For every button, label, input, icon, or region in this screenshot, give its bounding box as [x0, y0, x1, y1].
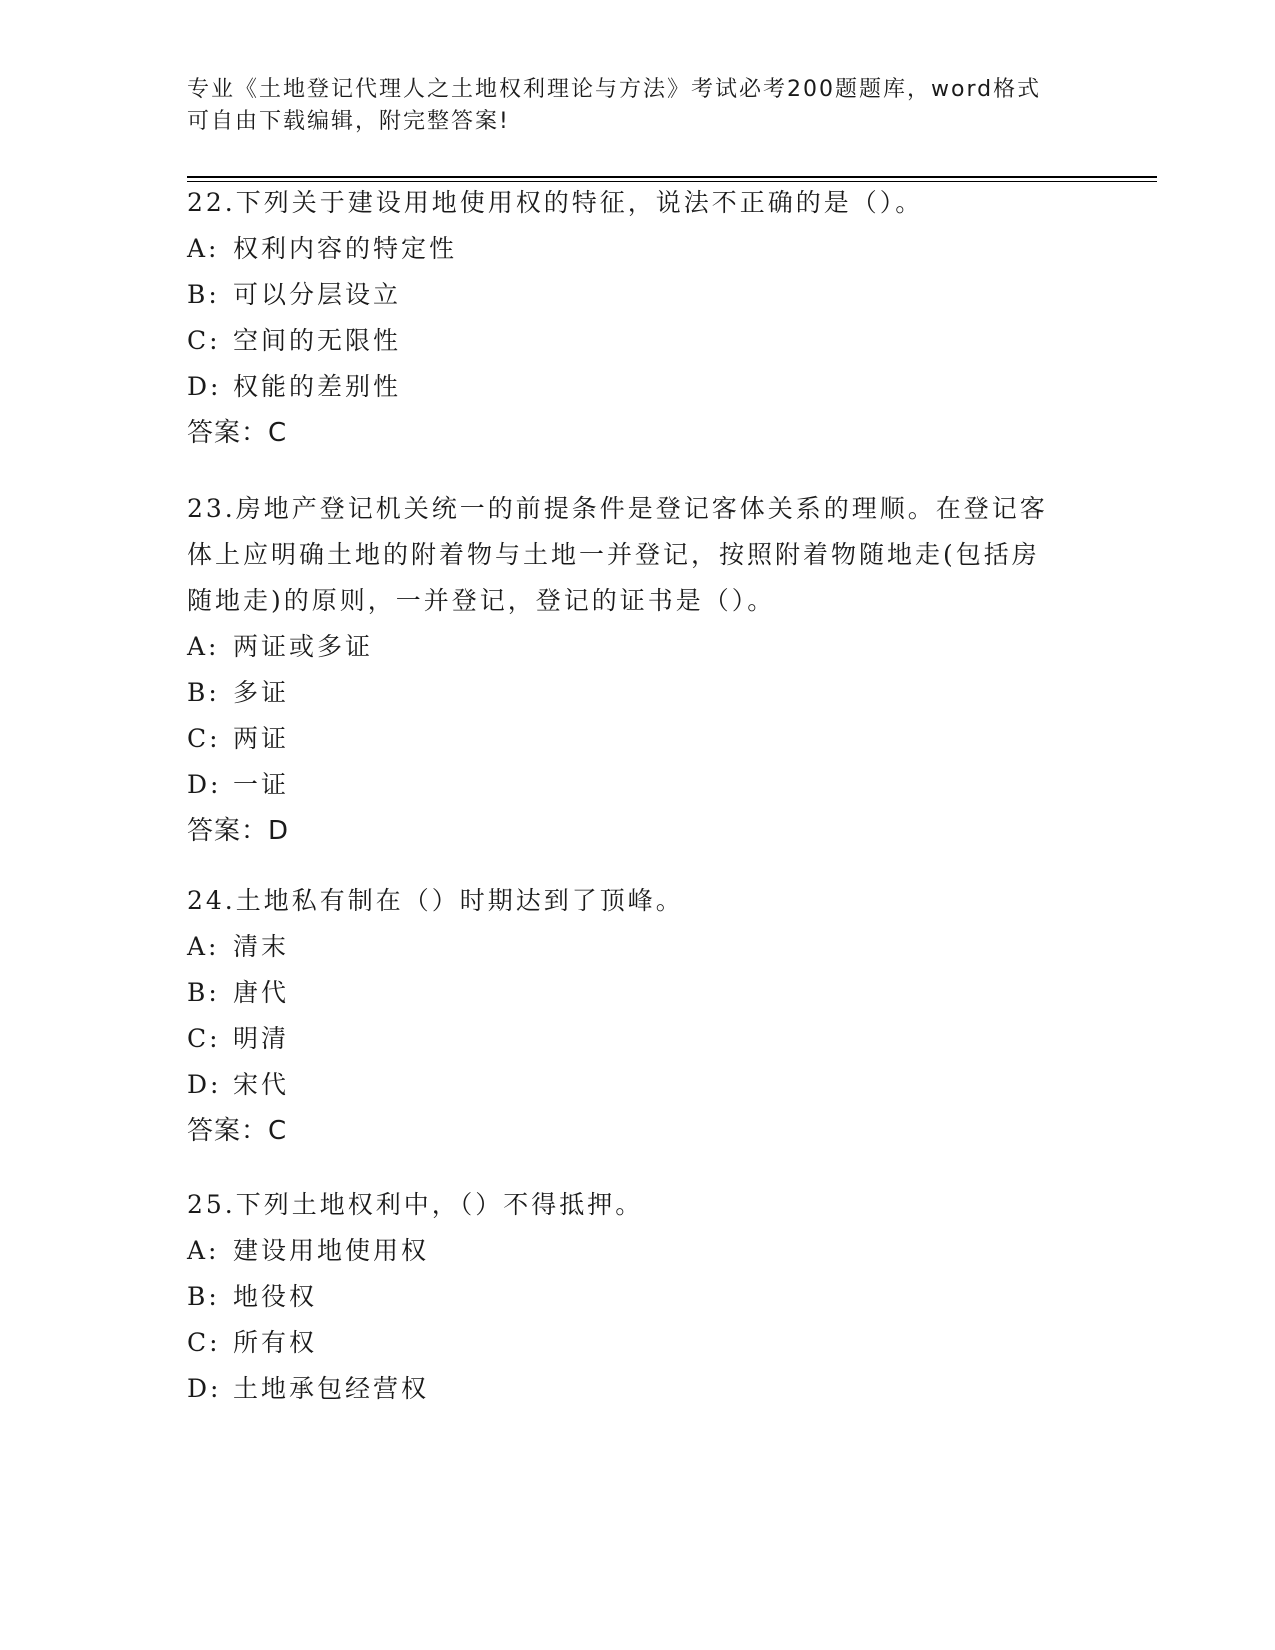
option-text: 宋代 — [233, 1070, 290, 1099]
option-text: 空间的无限性 — [233, 326, 402, 355]
option-letter: D: — [187, 1374, 222, 1403]
option-letter: B: — [187, 1282, 220, 1311]
answer-line: 答案：D — [187, 816, 290, 846]
option-text: 两证 — [233, 724, 290, 753]
option-a — [187, 924, 1077, 970]
question-text-line-3: 随地走)的原则，一并登记，登记的证书是（）。 — [187, 586, 776, 615]
option-d — [187, 364, 1077, 410]
question-23 — [187, 486, 1077, 854]
option-letter: B: — [187, 280, 220, 309]
question-24 — [187, 878, 1077, 1154]
question-text: 22.下列关于建设用地使用权的特征，说法不正确的是（）。 — [187, 188, 924, 217]
option-d — [187, 762, 1077, 808]
option-letter: B: — [187, 678, 220, 707]
answer-line: 答案：C — [187, 418, 288, 448]
option-text: 所有权 — [233, 1328, 318, 1357]
option-letter: C: — [187, 1328, 221, 1357]
option-text: 建设用地使用权 — [233, 1236, 430, 1265]
question-text-line-2: 体上应明确土地的附着物与土地一并登记，按照附着物随地走(包括房 — [187, 540, 1040, 569]
option-letter: B: — [187, 978, 220, 1007]
option-b — [187, 1274, 1077, 1320]
option-letter: A: — [187, 932, 220, 961]
option-d — [187, 1366, 1077, 1412]
option-c — [187, 716, 1077, 762]
option-letter: A: — [187, 1236, 220, 1265]
option-a — [187, 624, 1077, 670]
header-divider-thick — [187, 176, 1157, 178]
option-text: 地役权 — [233, 1282, 318, 1311]
option-letter: D: — [187, 372, 222, 401]
option-letter: A: — [187, 632, 220, 661]
option-b — [187, 272, 1077, 318]
question-text: 24.土地私有制在（）时期达到了顶峰。 — [187, 886, 684, 915]
question-text: 25.下列土地权利中，（）不得抵押。 — [187, 1190, 644, 1219]
option-text: 一证 — [233, 770, 290, 799]
option-letter: C: — [187, 724, 221, 753]
option-text: 清末 — [233, 932, 290, 961]
question-22 — [187, 180, 1077, 456]
option-c — [187, 1016, 1077, 1062]
option-text: 两证或多证 — [233, 632, 374, 661]
option-c — [187, 1320, 1077, 1366]
header-line-2: 可自由下载编辑，附完整答案! — [187, 109, 510, 134]
option-text: 权能的差别性 — [233, 372, 402, 401]
option-text: 土地承包经营权 — [233, 1374, 430, 1403]
option-text: 权利内容的特定性 — [233, 234, 458, 263]
question-text-line-1: 23.房地产登记机关统一的前提条件是登记客体关系的理顺。在登记客 — [187, 494, 1048, 523]
option-text: 明清 — [233, 1024, 290, 1053]
option-letter: A: — [187, 234, 220, 263]
option-a — [187, 226, 1077, 272]
option-c — [187, 318, 1077, 364]
option-a — [187, 1228, 1077, 1274]
header-line-1: 专业《土地登记代理人之土地权利理论与方法》考试必考200题题库，word格式 — [187, 77, 1042, 102]
option-b — [187, 670, 1077, 716]
option-d — [187, 1062, 1077, 1108]
option-letter: D: — [187, 770, 222, 799]
option-text: 可以分层设立 — [233, 280, 402, 309]
option-letter: C: — [187, 326, 221, 355]
option-letter: C: — [187, 1024, 221, 1053]
document-header — [187, 74, 1077, 138]
option-b — [187, 970, 1077, 1016]
question-25 — [187, 1182, 1077, 1412]
option-letter: D: — [187, 1070, 222, 1099]
answer-line: 答案：C — [187, 1116, 288, 1146]
option-text: 唐代 — [233, 978, 290, 1007]
option-text: 多证 — [233, 678, 290, 707]
